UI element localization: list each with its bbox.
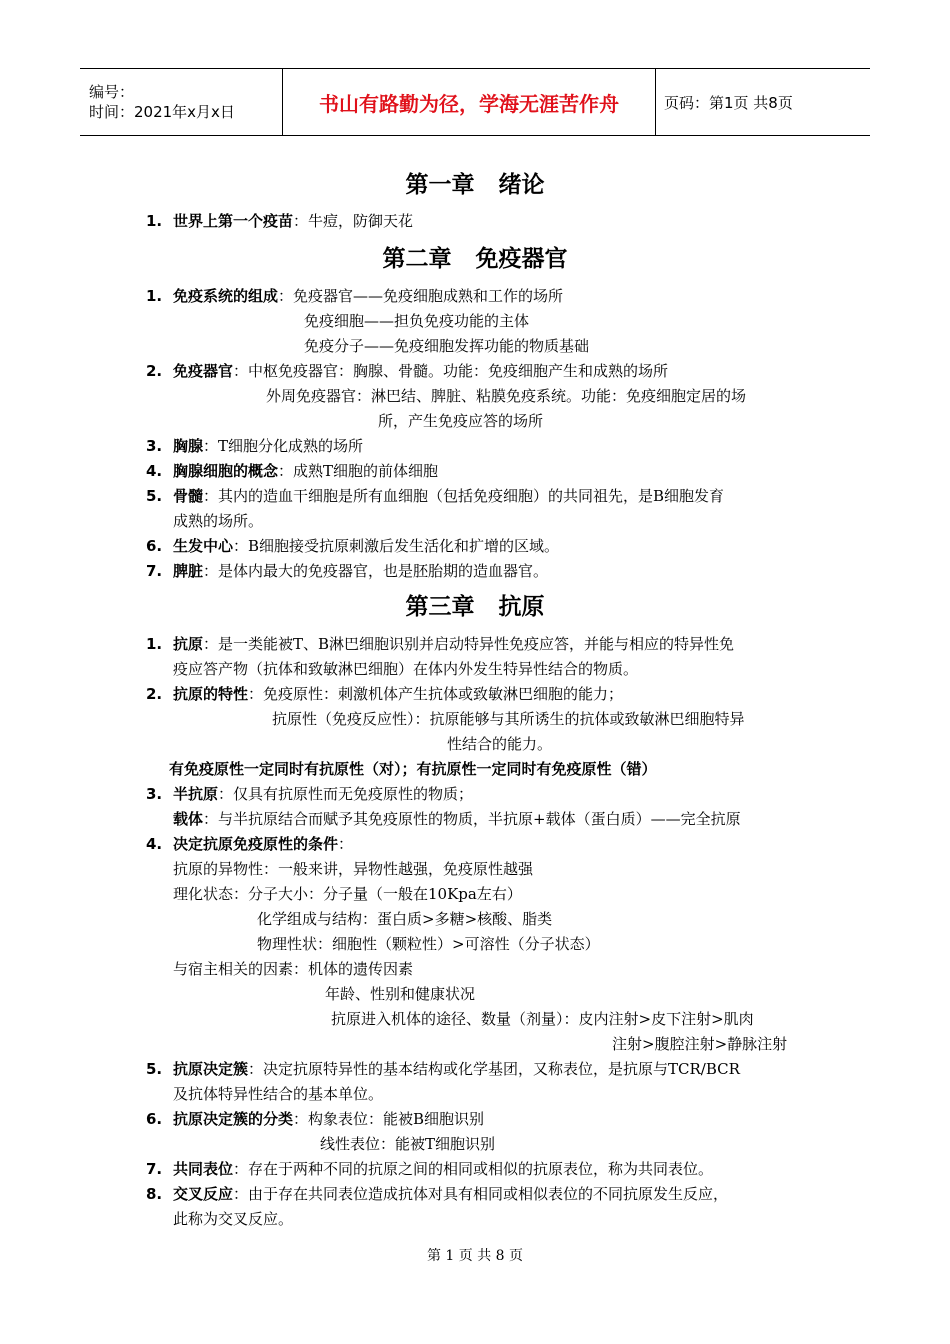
item-number: 2. — [146, 362, 163, 380]
item-continuation: 性结合的能力。 — [447, 735, 553, 753]
header-left-cell — [80, 69, 282, 135]
chapter-2-title: 第二章 免疫器官 — [382, 246, 568, 272]
item-continuation: 化学组成与结构：蛋白质>多糖>核酸、脂类 — [257, 910, 553, 928]
item-continuation: 成熟的场所。 — [173, 512, 264, 530]
item-term: 骨髓 — [173, 487, 204, 505]
item-number: 4. — [146, 462, 163, 480]
item-text: ：决定抗原特异性的基本结构或化学基团，又称表位，是抗原与TCR/BCR — [248, 1060, 740, 1078]
item-number: 1. — [146, 212, 163, 230]
page-footer: 第 1 页 共 8 页 — [426, 1248, 524, 1264]
item-continuation: 与宿主相关的因素：机体的遗传因素 — [173, 960, 414, 978]
item-number: 7. — [146, 562, 163, 580]
list-item — [173, 1184, 728, 1204]
item-text: ：是体内最大的免疫器官，也是胚胎期的造血器官。 — [203, 562, 549, 580]
item-number: 2. — [146, 685, 163, 703]
item-continuation: 疫应答产物（抗体和致敏淋巴细胞）在体内外发生特异性结合的物质。 — [173, 660, 639, 678]
item-term: 抗原的特性 — [173, 685, 249, 703]
item-continuation: 抗原性（免疫反应性）：抗原能够与其所诱生的抗体或致敏淋巴细胞特异 — [272, 710, 745, 728]
item-number: 6. — [146, 537, 163, 555]
item-continuation: 外周免疫器官：淋巴结、脾脏、粘膜免疫系统。功能：免疫细胞定居的场 — [266, 387, 747, 405]
list-item — [173, 634, 734, 654]
list-item — [173, 684, 623, 704]
item-term: 抗原决定簇 — [173, 1060, 249, 1078]
item-number: 3. — [146, 437, 163, 455]
item-text: ：与半抗原结合而赋予其免疫原性的物质，半抗原+载体（蛋白质）——完全抗原 — [203, 810, 741, 828]
item-term: 抗原 — [173, 635, 204, 653]
list-item — [173, 1059, 740, 1079]
list-item — [173, 834, 353, 854]
item-number: 1. — [146, 287, 163, 305]
item-number: 3. — [146, 785, 163, 803]
list-item — [173, 286, 563, 306]
item-term: 载体 — [173, 810, 204, 828]
item-continuation: 所，产生免疫应答的场所 — [378, 412, 544, 430]
item-number: 4. — [146, 835, 163, 853]
item-term: 世界上第一个疫苗 — [173, 212, 294, 230]
item-continuation: 免疫细胞——担负免疫功能的主体 — [304, 312, 530, 330]
item-term: 共同表位 — [173, 1160, 234, 1178]
item-continuation: 年龄、性别和健康状况 — [325, 985, 476, 1003]
item-term: 决定抗原免疫原性的条件 — [173, 835, 339, 853]
item-text: ：存在于两种不同的抗原之间的相同或相似的抗原表位，称为共同表位。 — [233, 1160, 714, 1178]
item-term: 交叉反应 — [173, 1185, 234, 1203]
item-text: ：免疫原性：刺激机体产生抗体或致敏淋巴细胞的能力； — [248, 685, 624, 703]
item-term: 胸腺细胞的概念 — [173, 462, 279, 480]
item-continuation: 此称为交叉反应。 — [173, 1210, 294, 1228]
highlight-note: 有免疫原性一定同时有抗原性（对）；有抗原性一定同时有免疫原性（错） — [169, 760, 657, 778]
item-term: 免疫器官 — [173, 362, 234, 380]
item-continuation: 注射>腹腔注射>静脉注射 — [612, 1035, 788, 1053]
item-continuation: 物理性状：细胞性（颗粒性）>可溶性（分子状态） — [257, 935, 600, 953]
item-text: ：其内的造血干细胞是所有血细胞（包括免疫细胞）的共同祖先，是B细胞发育 — [203, 487, 725, 505]
chapter-3-title: 第三章 抗原 — [405, 594, 545, 620]
item-text: ：B细胞接受抗原刺激后发生活化和扩增的区域。 — [233, 537, 560, 555]
item-number: 7. — [146, 1160, 163, 1178]
item-continuation — [173, 809, 741, 829]
list-item — [173, 486, 724, 506]
item-continuation: 线性表位：能被T细胞识别 — [320, 1135, 496, 1153]
item-text: ：牛痘，防御天花 — [293, 212, 414, 230]
item-continuation: 抗原的异物性：一般来讲，异物性越强，免疫原性越强 — [173, 860, 534, 878]
list-item — [173, 561, 548, 581]
list-item — [173, 461, 438, 481]
item-text: ：中枢免疫器官：胸腺、骨髓。功能：免疫细胞产生和成熟的场所 — [233, 362, 669, 380]
document-time-label: 时间：2021年x月x日 — [89, 103, 235, 121]
list-item — [173, 1109, 484, 1129]
item-text: ：免疫器官——免疫细胞成熟和工作的场所 — [278, 287, 564, 305]
item-text: ： — [338, 835, 354, 853]
item-continuation: 理化状态：分子大小：分子量（一般在10Kpa左右） — [173, 885, 522, 903]
item-term: 胸腺 — [173, 437, 204, 455]
item-number: 1. — [146, 635, 163, 653]
item-continuation: 及抗体特异性结合的基本单位。 — [173, 1085, 384, 1103]
item-text: ：由于存在共同表位造成抗体对具有相同或相似表位的不同抗原发生反应， — [233, 1185, 729, 1203]
header-page-cell — [656, 69, 870, 135]
item-term: 脾脏 — [173, 562, 204, 580]
item-number: 5. — [146, 487, 163, 505]
document-number-label: 编号： — [89, 83, 135, 101]
item-continuation: 免疫分子——免疫细胞发挥功能的物质基础 — [304, 337, 590, 355]
header-motto: 书山有路勤为径，学海无涯苦作舟 — [319, 91, 619, 116]
item-number: 6. — [146, 1110, 163, 1128]
header-motto-cell — [282, 69, 656, 135]
chapter-1-title: 第一章 绪论 — [405, 172, 545, 198]
item-term: 半抗原 — [173, 785, 219, 803]
item-number: 8. — [146, 1185, 163, 1203]
item-number: 5. — [146, 1060, 163, 1078]
header-table — [80, 68, 870, 136]
item-text: ：仅具有抗原性而无免疫原性的物质； — [218, 785, 474, 803]
list-item — [173, 784, 473, 804]
list-item — [173, 211, 413, 231]
header-page-label: 页码：第1页 共8页 — [664, 93, 793, 112]
list-item — [173, 361, 668, 381]
item-term: 生发中心 — [173, 537, 234, 555]
item-text: ：T细胞分化成熟的场所 — [203, 437, 364, 455]
item-continuation: 抗原进入机体的途径、数量（剂量）：皮内注射>皮下注射>肌肉 — [331, 1010, 754, 1028]
item-text: ：构象表位：能被B细胞识别 — [293, 1110, 485, 1128]
list-item — [173, 536, 559, 556]
item-text: ：是一类能被T、B淋巴细胞识别并启动特异性免疫应答，并能与相应的特异性免 — [203, 635, 735, 653]
list-item — [173, 436, 363, 456]
item-term: 免疫系统的组成 — [173, 287, 279, 305]
item-term: 抗原决定簇的分类 — [173, 1110, 294, 1128]
list-item — [173, 1159, 713, 1179]
item-text: ：成熟T细胞的前体细胞 — [278, 462, 439, 480]
